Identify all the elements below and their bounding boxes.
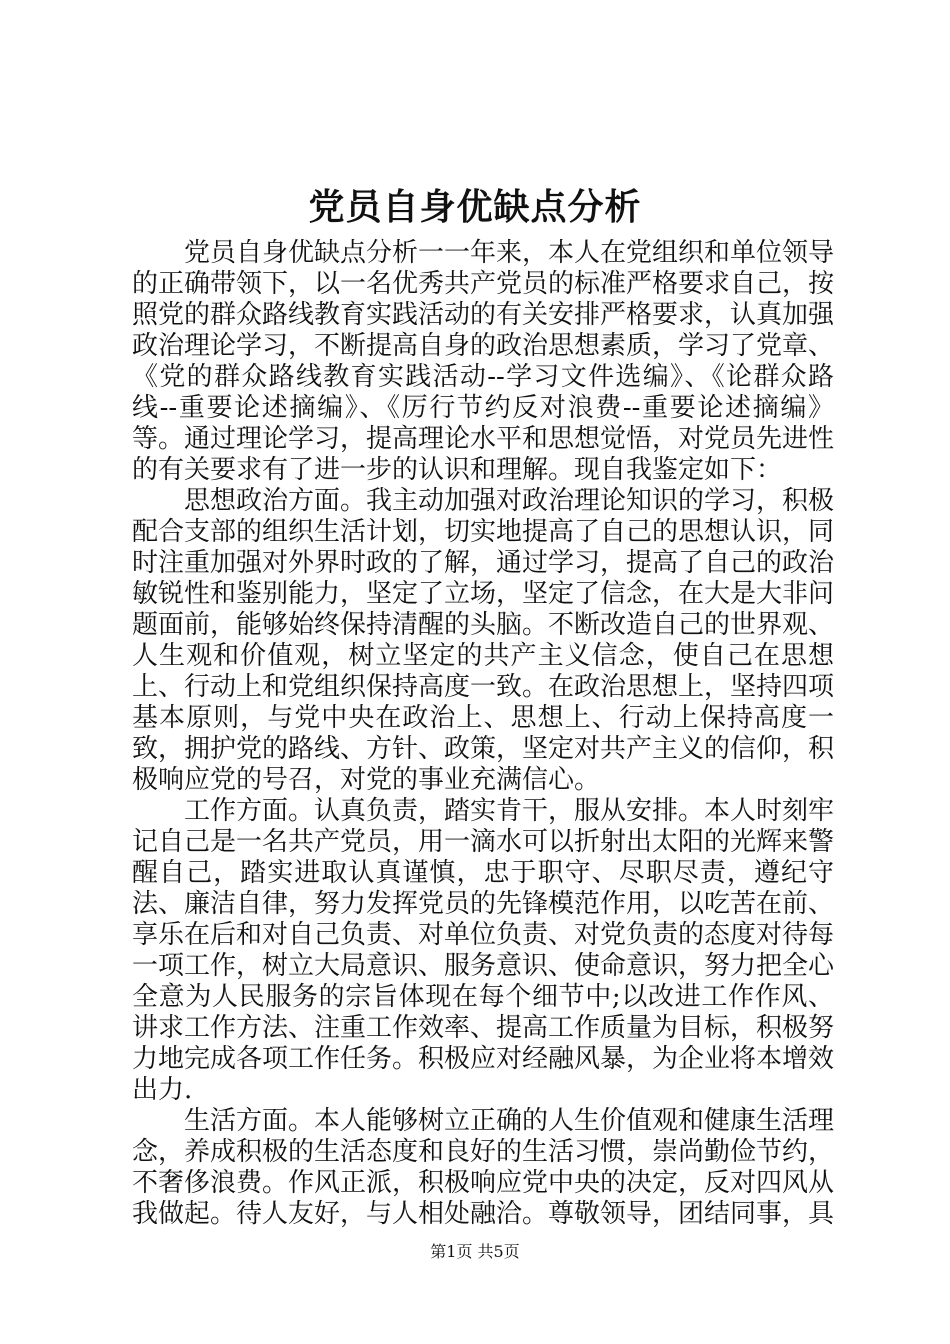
document-body xyxy=(132,238,834,1230)
paragraph-life: 生活方面。本人能够树立正确的人生价值观和健康生活理念，养成积极的生活态度和良好的生活习惯，崇尚勤俭节约，不奢侈浪费。作风正派，积极响应党中央的决定，反对四风从我做起。待人友好，与人相处融洽。尊敬领导，团结同事，具 xyxy=(132,1106,835,1229)
paragraph-work: 工作方面。认真负责，踏实肯干，服从安排。本人时刻牢记自己是一名共产党员，用一滴水可以折射出太阳的光辉来警醒自己，踏实进取认真谨慎，忠于职守、尽职尽责，遵纪守法、廉洁自律，努力发挥党员的先锋模范作用，以吃苦在前、享乐在后和对自己负责、对单位负责、对党负责的态度对待每一项工作，树立大局意识、服务意识、使命意识，努力把全心全意为人民服务的宗旨体现在每个细节中;以改进工作作风、讲求工作方法、注重工作效率、提高工作质量为目标，积极努力地完成各项工作任务。积极应对经融风暴，为企业将本增效出力. xyxy=(132,796,835,1105)
page-number-footer: 第1页 共5页 xyxy=(430,1242,520,1261)
paragraph-political: 思想政治方面。我主动加强对政治理论知识的学习，积极配合支部的组织生活计划，切实地提高了自己的思想认识，同时注重加强对外界时政的了解，通过学习，提高了自己的政治敏锐性和鉴别能力，坚定了立场，坚定了信念，在大是大非问题面前，能够始终保持清醒的头脑。不断改造自己的世界观、人生观和价值观，树立坚定的共产主义信念，使自己在思想上、行动上和党组织保持高度一致。在政治思想上，坚持四项基本原则，与党中央在政治上、思想上、行动上保持高度一致，拥护党的路线、方针、政策，坚定对共产主义的信仰，积极响应党的号召，对党的事业充满信心。 xyxy=(132,486,835,795)
paragraph-intro: 党员自身优缺点分析一一年来，本人在党组织和单位领导的正确带领下，以一名优秀共产党员的标准严格要求自己，按照党的群众路线教育实践活动的有关安排严格要求，认真加强政治理论学习，不断提高自身的政治思想素质，学习了党章、《党的群众路线教育实践活动--学习文件选编》、《论群众路线--重要论述摘编》、《厉行节约反对浪费--重要论述摘编》等。通过理论学习，提高理论水平和思想觉悟，对党员先进性的有关要求有了进一步的认识和理解。现自我鉴定如下： xyxy=(132,238,835,485)
document-title: 党员自身优缺点分析 xyxy=(308,186,642,228)
